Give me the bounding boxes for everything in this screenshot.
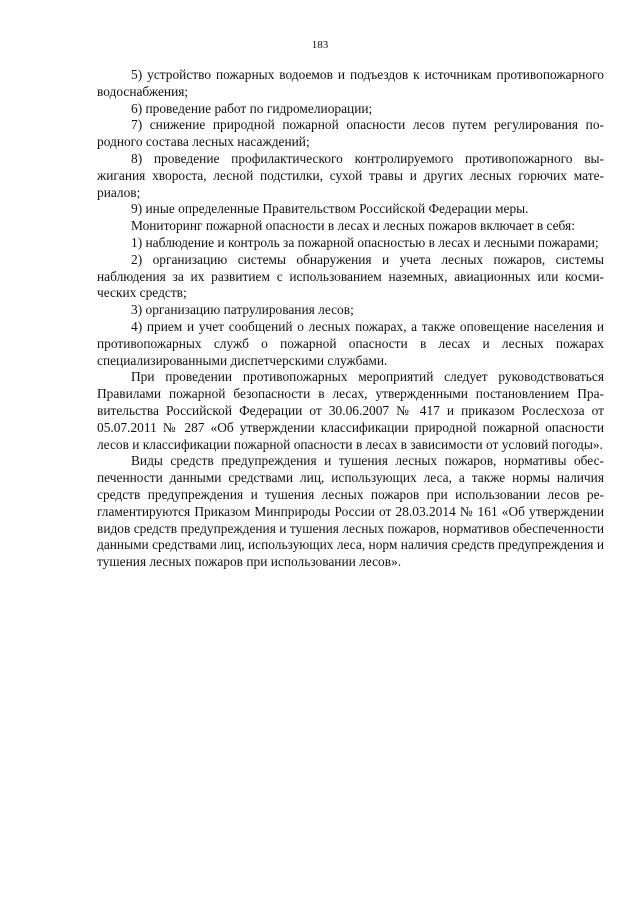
paragraph-monitoring-1: 1) наблюдение и контроль за пожарной опасностью в лесах и лесными пожарами; [131,234,599,250]
paragraph-item-7: 7) снижение природной пожарной опасности лесов путем регулирования породного состава лесных насаждений; [97,117,604,150]
paragraph-monitoring-3: 3) организацию патрулирования лесов; [131,302,354,318]
paragraph-item-5: 5) устройство пожарных водоемов и подъездов к источникам противопожарного водоснабжения; [97,67,604,99]
body-text [97,67,604,571]
paragraph-fire-safety-rules: При проведении противопожарных мероприятий следует руководствоваться Правилами пожарной безопасности в лесах, утвержденными постановлением Правительства Российской Федерации от 30.06.2007 № 417 и приказом Рослесхоза от 05.07.2011 № 287 «Об утверждении классификации природной пожарной опасности лесов и классификации пожарной опасности в лесах в зависимости от условий погоды». [97,369,604,452]
paragraph-item-8: 8) проведение профилактического контролируемого противопожарного выжигания хворостa, лесной подстилки, сухой травы и других лесных горючих материалов; [97,150,604,200]
paragraph-item-9: 9) иные определенные Правительством Российской Федерации меры. [131,201,529,217]
page-number: 183 [311,39,329,51]
paragraph-monitoring-intro: Мониторинг пожарной опасности в лесах и лесных пожаров включает в себя: [131,218,575,234]
paragraph-monitoring-2: 2) организацию системы обнаружения и учета лесных пожаров, системы наблюдения за их развитием с использованием наземных, авиационных или космических средств; [97,251,604,301]
paragraph-means-regulation: Виды средств предупреждения и тушения лесных пожаров, нормативы обеспеченности данными средствами лиц, использующих леса, а также нормы наличия средств предупреждения и тушения лесных пожаров при использовании лесов регламентируются Приказом Минприроды России от 28.03.2014 № 161 «Об утверждении видов средств предупреждения и тушения лесных пожаров, нормативов обеспеченности данными средствами лиц, использующих леса, норм наличия средств предупреждения и тушения лесных пожаров при использовании лесов». [97,453,604,570]
paragraph-item-6: 6) проведение работ по гидромелиорации; [131,100,373,116]
paragraph-monitoring-4: 4) прием и учет сообщений о лесных пожарах, а также оповещение населения и противопожарных служб о пожарной опасности в лесах и лесных пожарах специализированными диспетчерскими службами. [97,318,604,368]
